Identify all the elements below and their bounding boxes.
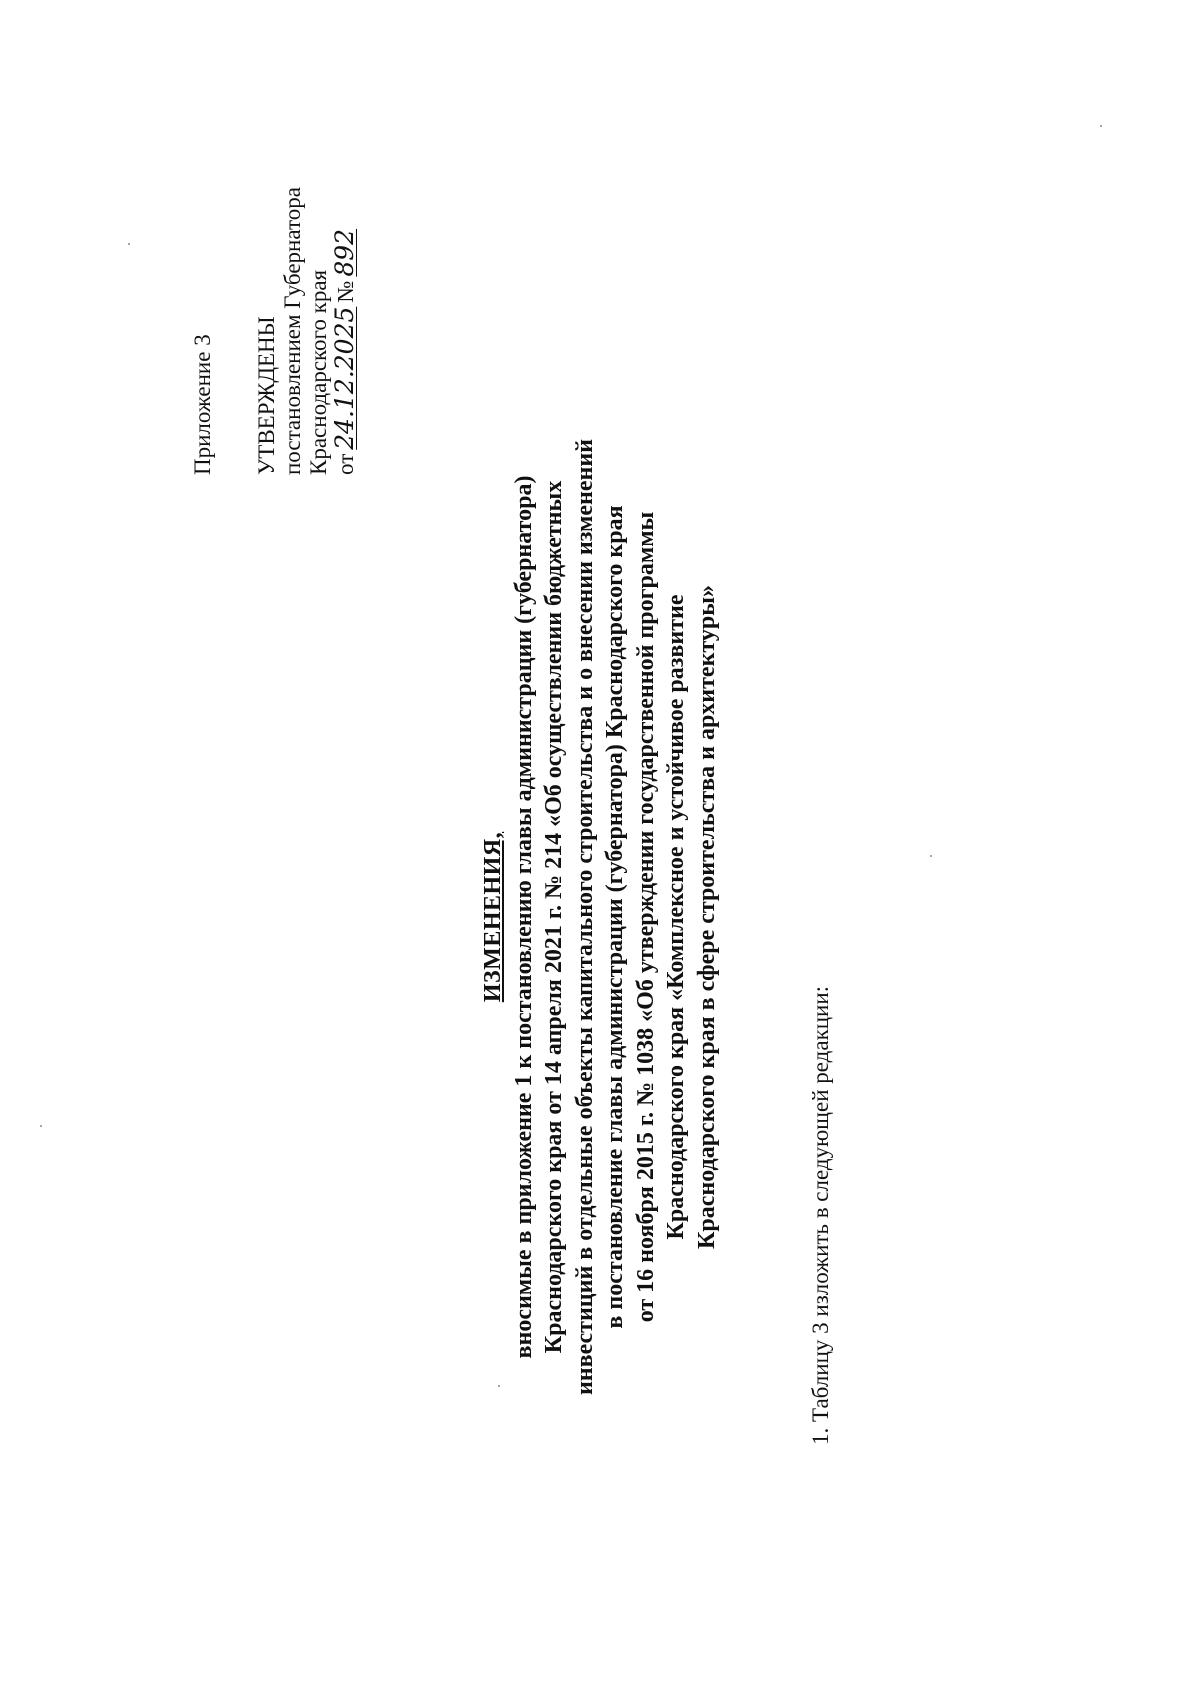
scan-speck [128, 243, 130, 245]
heading-line: вносимые в приложение 1 к постановлению главы администрации (губернатора) [510, 475, 537, 1359]
scan-speck [930, 855, 932, 857]
item-1-text: 1. Таблицу 3 изложить в следующей редакции: [808, 985, 833, 1445]
scan-speck [1100, 125, 1102, 127]
document-heading [478, 377, 722, 1457]
handwritten-date: 24.12.2025 [330, 306, 359, 450]
from-label: от [333, 453, 358, 475]
scan-speck [40, 1125, 42, 1127]
heading-line: Краснодарского края «Комплексное и устойчивое развитие [663, 594, 689, 1240]
approval-line-1: постановлением Губернатора [280, 187, 305, 475]
approval-date-line [332, 0, 359, 475]
heading-line: инвестиций в отдельные объекты капитального строительства и о внесении изменений [571, 438, 598, 1396]
heading-line: Краснодарского края в сфере строительства и архитектуры» [693, 585, 720, 1249]
approved-label: УТВЕРЖДЕНЫ [254, 316, 279, 475]
approval-line-2: Краснодарского края [306, 269, 331, 475]
scan-speck [498, 1385, 500, 1387]
heading-title: ИЗМЕНЕНИЯ, [480, 831, 506, 1003]
approval-block [190, 0, 359, 475]
appendix-label: Приложение 3 [190, 334, 215, 475]
heading-line: Краснодарского края от 14 апреля 2021 г. № 214 «Об осуществлении бюджетных [541, 480, 567, 1354]
heading-line: в постановление главы администрации (губернатора) Краснодарского края [602, 505, 628, 1329]
heading-line: от 16 ноября 2015 г. № 1038 «Об утверждении государственной программы [632, 511, 659, 1323]
handwritten-number: 892 [330, 228, 359, 277]
number-label: № [333, 280, 358, 303]
